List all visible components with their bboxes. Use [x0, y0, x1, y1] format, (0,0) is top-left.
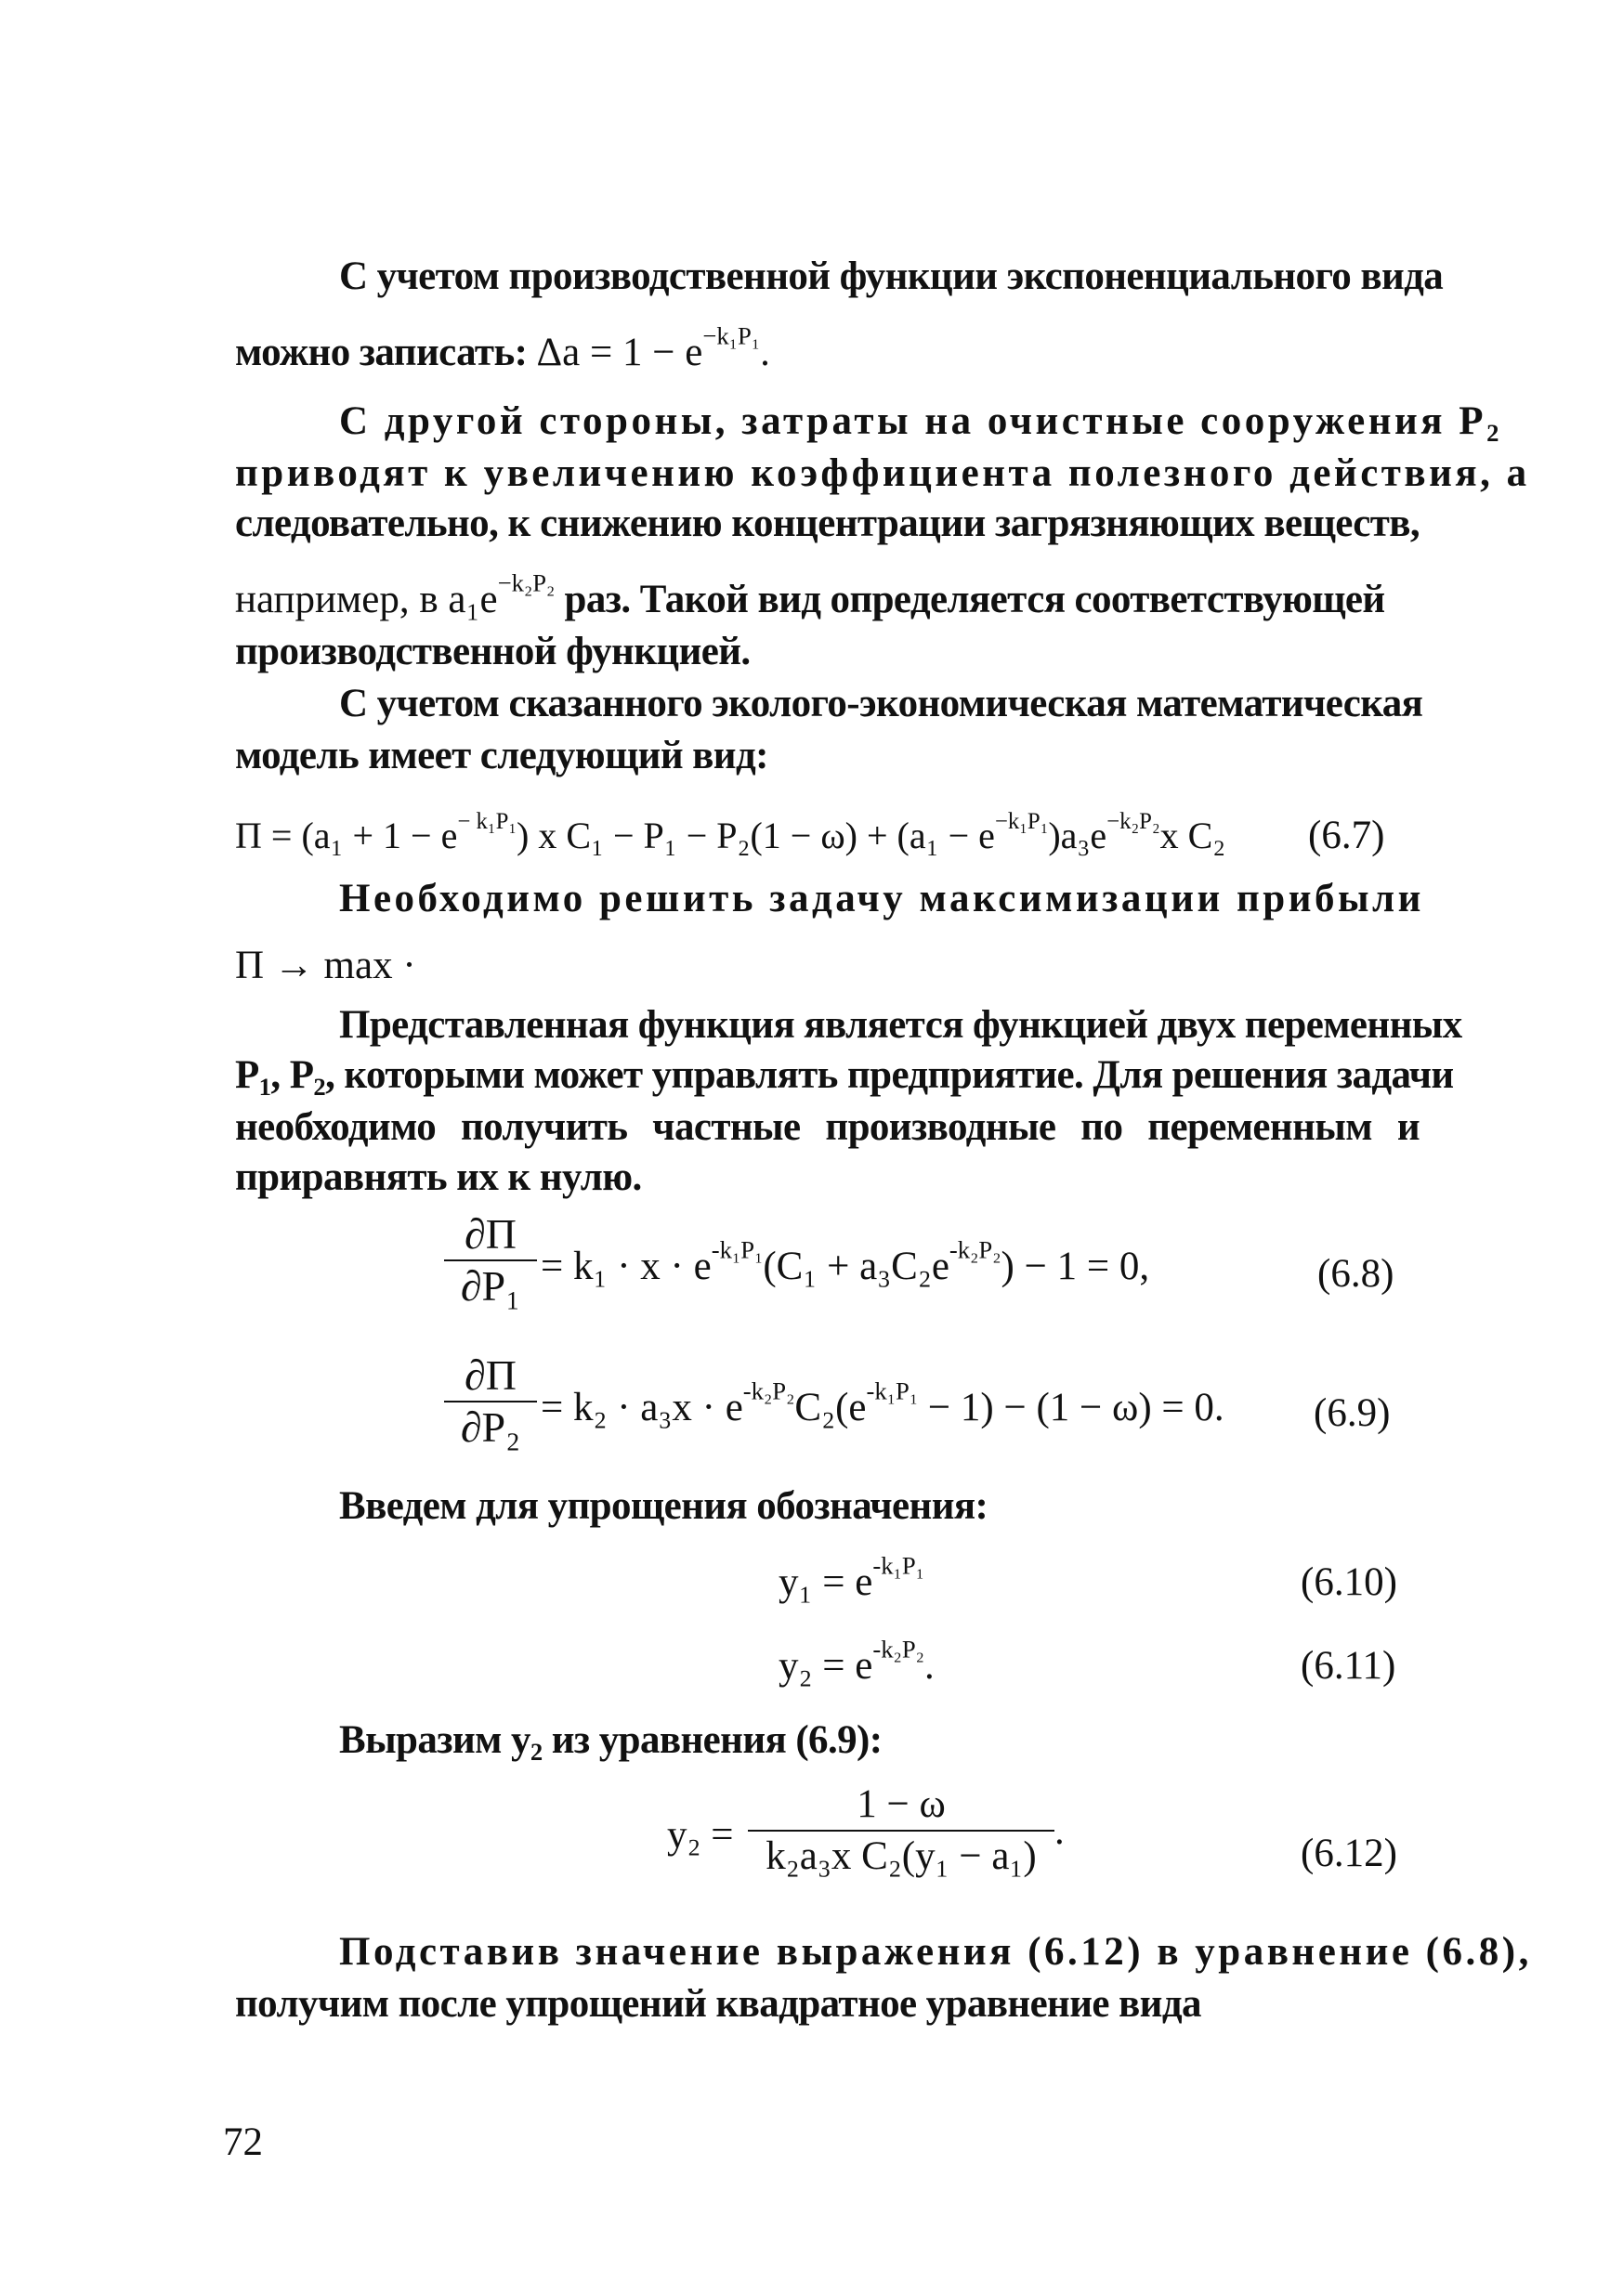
equation-6-7	[235, 810, 1225, 862]
eq612-denominator: k₂a₃x C₂(y₁ − a₁)	[766, 1834, 1037, 1878]
delta-a-base: Δa = 1 − e	[536, 331, 703, 374]
page-number: 72	[223, 2120, 263, 2164]
eq67-exp3: −k₂P₂	[1106, 808, 1160, 834]
paragraph2-line1-sub: 2	[1486, 418, 1502, 447]
delta-a-formula	[536, 321, 770, 374]
paragraph6-line1: Введем для упрощения обозначения:	[339, 1484, 988, 1528]
eq69-numerator: ∂П	[465, 1351, 517, 1399]
eq67-part1: П = (a₁ + 1 − e	[235, 815, 458, 856]
paragraph7-sub: 2	[530, 1737, 543, 1766]
paragraph2-line1-text: С другой стороны, затраты на очистные сооружения P	[339, 399, 1487, 443]
paragraph8-line2: получим после упрощений квадратное уравнение вида	[235, 1982, 1201, 2026]
eq67-part2: ) x C₁ − P₁ − P₂(1 − ω) + (a₁ − e	[517, 815, 995, 856]
paragraph1-line2	[235, 321, 1420, 379]
eq612-fraction	[748, 1781, 1054, 1880]
eq68-numerator: ∂П	[465, 1210, 517, 1258]
equation-6-11	[779, 1635, 935, 1692]
paragraph5-sub1: 1	[258, 1072, 271, 1101]
paragraph5-line2	[235, 1050, 1454, 1102]
delta-a-exponent: −k₁P₁	[702, 321, 761, 350]
paragraph2-line1	[339, 396, 1502, 448]
equation-6-10-number: (6.10)	[1301, 1560, 1397, 1604]
eq68-fraction-bar	[444, 1259, 537, 1261]
paragraph5-line3: необходимо получить частные производные по переменным и	[235, 1105, 1420, 1149]
paragraph5-sub2: 2	[313, 1072, 326, 1101]
eq68-exp2: -k₂P₂	[949, 1235, 1001, 1264]
eq68-fraction	[444, 1211, 537, 1310]
eq69-exp1: -k₂P₂	[742, 1376, 795, 1405]
delta-a-end: .	[760, 331, 770, 374]
eq68-exp1: -k₁P₁	[711, 1235, 764, 1264]
eq69-exp2: -k₁P₁	[866, 1376, 919, 1405]
eq69-rhs-c: − 1) − (1 − ω) = 0.	[918, 1386, 1224, 1429]
eq611-exp: -k₂P₂	[872, 1635, 924, 1663]
paragraph2-line4-end: раз. Такой вид определяется соответствующей	[555, 578, 1385, 621]
equation-6-10	[779, 1551, 924, 1609]
equation-6-12-number: (6.12)	[1301, 1832, 1397, 1875]
paragraph3-line2: модель имеет следующий вид:	[235, 734, 768, 777]
eq610-lhs: y₁ = e	[779, 1560, 873, 1604]
paragraph2-line4	[235, 568, 1420, 626]
eq611-end: .	[923, 1644, 935, 1688]
equation-6-9	[541, 1376, 1224, 1434]
eq67-exp1: − k₁P₁	[457, 808, 517, 834]
paragraph2-line5: производственной функцией.	[235, 630, 751, 673]
eq612-numerator: 1 − ω	[857, 1782, 946, 1826]
eq611-lhs: y₂ = e	[779, 1644, 873, 1688]
paragraph5-line4: приравнять их к нулю.	[235, 1155, 642, 1199]
paragraph2-line2: приводят к увеличению коэффициента полезного действия, а	[235, 451, 1530, 495]
eq67-exp2: −k₁P₁	[994, 808, 1049, 834]
eq69-rhs-a: = k₂ · a₃x · e	[541, 1386, 743, 1429]
eq68-rhs-c: ) − 1 = 0,	[1001, 1245, 1150, 1288]
eq612-fraction-bar	[748, 1830, 1054, 1832]
eq69-denominator: ∂P₂	[460, 1403, 521, 1451]
paragraph2-line4-exp: −k₂P₂	[497, 568, 556, 597]
eq612-lhs: y₂ =	[667, 1813, 734, 1857]
eq612-end: .	[1054, 1809, 1065, 1853]
paragraph1-line1: С учетом производственной функции экспоненциального вида	[339, 254, 1444, 298]
paragraph5-line2-rest: , которыми может управлять предприятие. Для решения задачи	[325, 1053, 1454, 1097]
equation-6-7-number: (6.7)	[1308, 814, 1385, 857]
paragraph5-p: P	[235, 1053, 259, 1097]
eq68-denominator: ∂P₁	[460, 1262, 521, 1310]
paragraph7-text-b: из уравнения (6.9):	[542, 1718, 883, 1762]
eq68-rhs-b: (C₁ + a₃C₂e	[763, 1245, 949, 1288]
paragraph4-line2: П → max ·	[235, 944, 416, 987]
paragraph3-line1: С учетом сказанного эколого-экономическая математическая	[339, 682, 1423, 725]
equation-6-8	[541, 1235, 1150, 1293]
equation-6-9-number: (6.9)	[1314, 1391, 1391, 1435]
paragraph5-line1: Представленная функция является функцией двух переменных	[339, 1003, 1462, 1047]
eq67-part4: x C₂	[1159, 815, 1226, 856]
eq69-rhs-b: C₂(e	[794, 1386, 867, 1429]
paragraph4-line1: Необходимо решить задачу максимизации прибыли	[339, 877, 1424, 920]
paragraph2-line3: следовательно, к снижению концентрации загрязняющих веществ,	[235, 502, 1420, 545]
eq68-rhs-a: = k₁ · x · e	[541, 1245, 712, 1288]
paragraph8-line1: Подставив значение выражения (6.12) в уравнение (6.8),	[339, 1930, 1532, 1974]
paragraph7-text-a: Выразим y	[339, 1718, 530, 1762]
eq610-exp: -k₁P₁	[872, 1551, 924, 1580]
eq69-fraction	[444, 1352, 537, 1451]
paragraph2-line4-start: например, в a₁e	[235, 578, 498, 621]
paragraph5-p2: , P	[270, 1053, 314, 1097]
paragraph1-line2-text: можно записать:	[235, 331, 528, 374]
equation-6-8-number: (6.8)	[1317, 1252, 1394, 1296]
eq67-part3: )a₃e	[1048, 815, 1107, 856]
paragraph7-line1	[339, 1715, 1420, 1767]
eq69-fraction-bar	[444, 1401, 537, 1402]
equation-6-11-number: (6.11)	[1301, 1644, 1396, 1688]
